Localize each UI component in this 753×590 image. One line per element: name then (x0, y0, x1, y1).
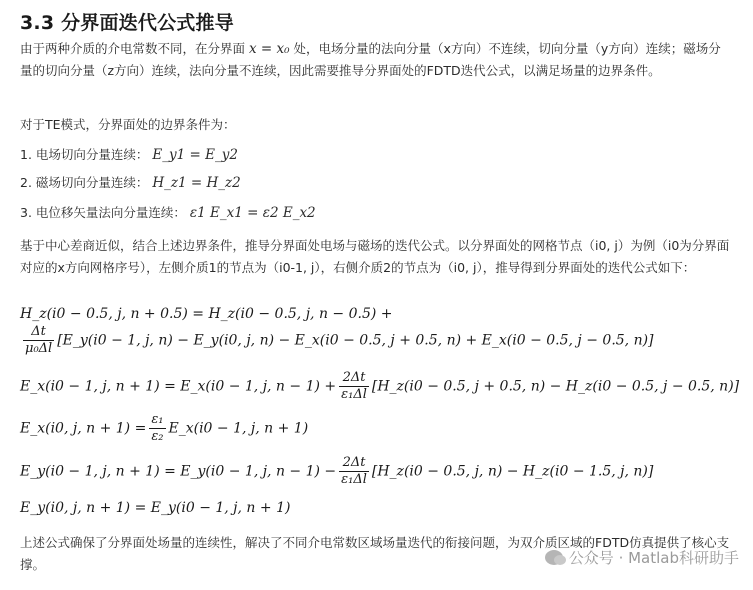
equation-fraction: $\frac{2\Delta t}{\text{ε₁Δl}}$ (341, 370, 367, 402)
condition-item-1 (20, 144, 732, 166)
interface-position-math: x = x₀ (248, 41, 290, 57)
equation-ex-right: E_x(i0, j, n + 1) = $\frac{\text{ε₁}}{\text{ε₂}}$ E_x(i0 − 1, j, n + 1) (20, 412, 309, 444)
intro-text-pre: 由于两种介质的介电常数不同，在分界面 (20, 41, 249, 56)
wechat-icon (545, 550, 563, 565)
condition-math: E_y1 = E_y2 (152, 147, 238, 163)
condition-math: H_z1 = H_z2 (152, 175, 241, 191)
equation-fraction: $\frac{\text{ε₁}}{\text{ε₂}}$ (151, 412, 164, 444)
equation-ey-left: E_y(i0 − 1, j, n + 1) = E_y(i0 − 1, j, n − 1) − $\frac{2\Delta t}{\text{ε₁Δl}}$ [H_z(i0 − 0.5, j, n) − H_z(i0 − 1.5, j, n)] (20, 455, 654, 487)
watermark (545, 547, 739, 568)
intro-paragraph (20, 38, 732, 82)
te-mode-paragraph: 对于TE模式，分界面处的边界条件为： (20, 117, 236, 132)
condition-math: ε1 E_x1 = ε2 E_x2 (189, 205, 316, 221)
conclusion-paragraph: 上述公式确保了分界面处场量的连续性，解决了不同介电常数区域场量迭代的衔接问题，为双介质区域的FDTD仿真提供了核心支撑。 (20, 535, 730, 572)
condition-item-3 (20, 202, 732, 224)
equation-fraction: $\frac{\Delta t}{\text{μ₀Δl}}$ (25, 324, 53, 356)
watermark-text: 公众号 · Matlab科研助手 (568, 549, 739, 567)
intro-text-post: 处，电场分量的法向分量（x方向）不连续，切向分量（y方向）连续；磁场分量的切向分量（z方向）连续，法向分量不连续，因此需要推导分界面处的FDTD迭代公式，以满足场量的边界条件。 (20, 41, 721, 78)
section-title: 3.3 分界面迭代公式推导 (20, 12, 234, 34)
equation-ey-right: E_y(i0, j, n + 1) = E_y(i0 − 1, j, n + 1) (20, 500, 291, 516)
equation-ex-left: E_x(i0 − 1, j, n + 1) = E_x(i0 − 1, j, n − 1) + $\frac{2\Delta t}{\text{ε₁Δl}}$ [H_z(i0 − 0.5, j + 0.5, n) − H_z(i0 − 0.5, j − 0.5, n)] (20, 370, 740, 402)
equation-fraction: $\frac{2\Delta t}{\text{ε₁Δl}}$ (341, 455, 367, 487)
condition-label: 1. 电场切向分量连续： (20, 147, 149, 162)
condition-label: 2. 磁场切向分量连续： (20, 175, 149, 190)
method-paragraph: 基于中心差商近似，结合上述边界条件，推导分界面处电场与磁场的迭代公式。以分界面处的网格节点（i0, j）为例（i0为分界面对应的x方向网格序号），左侧介质1的节点为（i0-1, j），右侧介质2的节点为（i0, j），推导得到分界面处的迭代公式如下： (20, 238, 730, 275)
condition-item-2 (20, 172, 732, 194)
equation-hz-line1: H_z(i0 − 0.5, j, n + 0.5) = H_z(i0 − 0.5, j, n − 0.5) + (20, 306, 393, 322)
equation-hz-line2: $\frac{\Delta t}{\text{μ₀Δl}}$ [E_y(i0 − 1, j, n) − E_y(i0, j, n) − E_x(i0 − 0.5, j + 0.5, n) + E_x(i0 − 0.5, j − 0.5, n)] (25, 324, 654, 356)
condition-label: 3. 电位移矢量法向分量连续： (20, 205, 186, 220)
